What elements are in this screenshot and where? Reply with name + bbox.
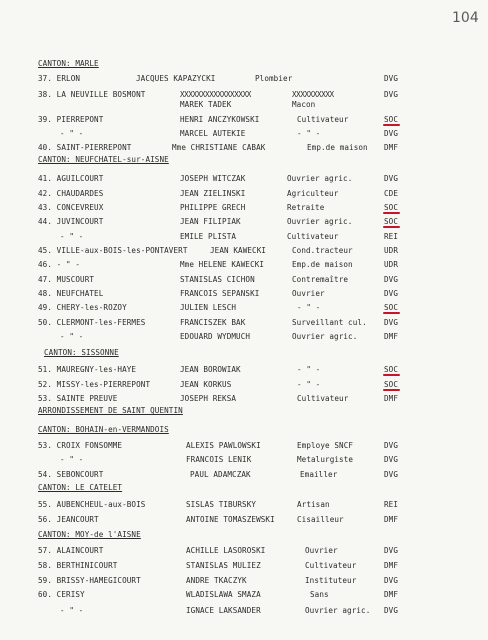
- table-cell: DVG: [384, 275, 399, 284]
- table-cell: 49. CHERY-les-ROZOY: [38, 303, 127, 312]
- section-heading: ARRONDISSEMENT DE SAINT QUENTIN: [38, 406, 183, 415]
- table-cell: Emp.de maison: [307, 143, 368, 152]
- table-cell: Sans: [310, 590, 329, 599]
- table-cell: Ouvrier: [292, 289, 325, 298]
- table-cell: 53. SAINTE PREUVE: [38, 394, 118, 403]
- table-cell: Ouvrier: [305, 546, 338, 555]
- table-cell: - " -: [60, 606, 84, 615]
- table-cell: ALEXIS PAWLOWSKI: [186, 441, 261, 450]
- section-heading: CANTON: BOHAIN-en-VERMANDOIS: [38, 425, 169, 434]
- section-heading: CANTON: MARLE: [38, 59, 99, 68]
- table-cell: DVG: [384, 455, 399, 464]
- table-cell: XXXXXXXXXXXXXXXXX: [180, 90, 251, 99]
- table-cell: EDOUARD WYDMUCH: [180, 332, 251, 341]
- table-cell: 39. PIERREPONT: [38, 115, 104, 124]
- table-cell: REI: [384, 500, 399, 509]
- table-cell: MARCEL AUTEKIE: [180, 129, 246, 138]
- table-cell: Cultivateur: [297, 394, 349, 403]
- table-cell: 58. BERTHINICOURT: [38, 561, 118, 570]
- table-cell: IGNACE LAKSANDER: [186, 606, 261, 615]
- section-heading: CANTON: LE CATELET: [38, 483, 123, 492]
- table-cell: DVG: [384, 289, 399, 298]
- table-cell: DMF: [384, 515, 399, 524]
- table-cell: 42. CHAUDARDES: [38, 189, 104, 198]
- table-cell: 40. SAINT-PIERREPONT: [38, 143, 132, 152]
- table-cell: SOC: [384, 365, 399, 374]
- table-cell: DMF: [384, 332, 399, 341]
- table-cell: SOC: [384, 380, 399, 389]
- table-cell: CDE: [384, 189, 399, 198]
- table-cell: 46. - " -: [38, 260, 81, 269]
- table-cell: Cisailleur: [297, 515, 344, 524]
- table-cell: JOSEPH REKSA: [180, 394, 237, 403]
- table-cell: WLADISLAWA SMAZA: [186, 590, 261, 599]
- table-cell: Cond.tracteur: [292, 246, 353, 255]
- table-cell: 53. CROIX FONSOMME: [38, 441, 123, 450]
- table-cell: Ouvrier agric.: [287, 217, 353, 226]
- table-cell: 48. NEUFCHATEL: [38, 289, 104, 298]
- table-cell: - " -: [297, 303, 321, 312]
- table-cell: Surveillant cul.: [292, 318, 367, 327]
- table-cell: PHILIPPE GRECH: [180, 203, 246, 212]
- table-cell: Ouvrier agric.: [305, 606, 371, 615]
- table-cell: 41. AGUILCOURT: [38, 174, 104, 183]
- table-cell: - " -: [297, 129, 321, 138]
- red-underline-mark: [383, 389, 400, 391]
- table-cell: JEAN BOROWIAK: [180, 365, 241, 374]
- red-underline-mark: [383, 312, 400, 314]
- table-cell: 38. LA NEUVILLE BOSMONT: [38, 90, 146, 99]
- table-cell: DVG: [384, 129, 399, 138]
- table-cell: JEAN ZIELINSKI: [180, 189, 246, 198]
- table-cell: Mme HELENE KAWECKI: [180, 260, 265, 269]
- table-cell: 55. AUBENCHEUL-aux-BOIS: [38, 500, 146, 509]
- table-cell: DVG: [384, 90, 399, 99]
- table-cell: - " -: [297, 380, 321, 389]
- table-cell: SOC: [384, 303, 399, 312]
- table-cell: Ouvrier agric.: [292, 332, 358, 341]
- table-cell: Artisan: [297, 500, 330, 509]
- table-cell: Employe SNCF: [297, 441, 354, 450]
- table-cell: JULIEN LESCH: [180, 303, 237, 312]
- page-number: 104: [452, 10, 479, 26]
- table-cell: HENRI ANCZYKOWSKI: [180, 115, 260, 124]
- table-cell: DMF: [384, 394, 399, 403]
- table-cell: DMF: [384, 590, 399, 599]
- table-cell: UDR: [384, 260, 399, 269]
- table-cell: Emp.de maison: [292, 260, 353, 269]
- table-cell: REI: [384, 232, 399, 241]
- table-cell: DVG: [384, 174, 399, 183]
- table-cell: JEAN KORKUS: [180, 380, 232, 389]
- table-cell: DVG: [384, 606, 399, 615]
- table-cell: FRANCOIS LENIK: [186, 455, 252, 464]
- table-cell: DMF: [384, 561, 399, 570]
- table-cell: 54. SEBONCOURT: [38, 470, 104, 479]
- table-cell: Cultivateur: [297, 115, 349, 124]
- table-cell: MAREK TADEK: [180, 100, 232, 109]
- table-cell: ANTOINE TOMASZEWSKI: [186, 515, 275, 524]
- table-cell: 50. CLERMONT-les-FERMES: [38, 318, 146, 327]
- table-cell: 60. CERISY: [38, 590, 85, 599]
- section-heading: CANTON: SISSONNE: [44, 348, 119, 357]
- table-cell: 37. ERLON: [38, 74, 81, 83]
- table-cell: - " -: [297, 365, 321, 374]
- table-cell: XXXXXXXXXX: [292, 90, 334, 99]
- red-underline-mark: [383, 374, 400, 376]
- table-cell: DVG: [384, 576, 399, 585]
- section-heading: CANTON: MOY-de l'AISNE: [38, 530, 141, 539]
- table-cell: Cultivateur: [287, 232, 339, 241]
- table-cell: 47. MUSCOURT: [38, 275, 95, 284]
- table-cell: DVG: [384, 318, 399, 327]
- section-heading: CANTON: NEUFCHATEL-sur-AISNE: [38, 155, 169, 164]
- table-cell: PAUL ADAMCZAK: [190, 470, 251, 479]
- table-cell: - " -: [60, 232, 84, 241]
- table-cell: Cultivateur: [305, 561, 357, 570]
- table-cell: 52. MISSY-les-PIERREPONT: [38, 380, 151, 389]
- table-cell: SOC: [384, 217, 399, 226]
- table-cell: 51. MAUREGNY-les-HAYE: [38, 365, 137, 374]
- table-cell: - " -: [60, 455, 84, 464]
- table-cell: EMILE PLISTA: [180, 232, 237, 241]
- red-underline-mark: [383, 212, 400, 214]
- table-cell: 56. JEANCOURT: [38, 515, 99, 524]
- table-cell: ANDRE TKACZYK: [186, 576, 247, 585]
- table-cell: DVG: [384, 74, 399, 83]
- table-cell: DVG: [384, 470, 399, 479]
- table-cell: FRANCISZEK BAK: [180, 318, 246, 327]
- table-cell: 57. ALAINCOURT: [38, 546, 104, 555]
- table-cell: Plombier: [255, 74, 293, 83]
- table-cell: 44. JUVINCOURT: [38, 217, 104, 226]
- table-cell: Macon: [292, 100, 316, 109]
- table-cell: - " -: [60, 129, 84, 138]
- red-underline-mark: [383, 124, 400, 126]
- table-cell: DMF: [384, 143, 399, 152]
- table-cell: SISLAS TIBURSKY: [186, 500, 257, 509]
- table-cell: Emailler: [300, 470, 338, 479]
- table-cell: UDR: [384, 246, 399, 255]
- table-cell: DVG: [384, 546, 399, 555]
- table-cell: 59. BRISSY-HAMEGICOURT: [38, 576, 141, 585]
- table-cell: STANISLAS MULIEZ: [186, 561, 261, 570]
- table-cell: ACHILLE LASOROSKI: [186, 546, 266, 555]
- table-cell: - " -: [60, 332, 84, 341]
- red-underline-mark: [383, 226, 400, 228]
- table-cell: SOC: [384, 203, 399, 212]
- table-cell: JACQUES KAPAZYCKI: [136, 74, 216, 83]
- table-cell: JOSEPH WITCZAK: [180, 174, 246, 183]
- table-cell: 43. CONCEVREUX: [38, 203, 104, 212]
- table-cell: Instituteur: [305, 576, 357, 585]
- table-cell: SOC: [384, 115, 399, 124]
- table-cell: JEAN FILIPIAK: [180, 217, 241, 226]
- table-cell: Metalurgiste: [297, 455, 354, 464]
- table-cell: Retraite: [287, 203, 325, 212]
- table-cell: Agriculteur: [287, 189, 339, 198]
- table-cell: Mme CHRISTIANE CABAK: [172, 143, 266, 152]
- table-cell: Contremaître: [292, 275, 349, 284]
- table-cell: 45. VILLE-aux-BOIS-les-PONTAVERT: [38, 246, 188, 255]
- table-cell: Ouvrier agric.: [287, 174, 353, 183]
- table-cell: JEAN KAWECKI: [210, 246, 267, 255]
- table-cell: FRANCOIS SEPANSKI: [180, 289, 260, 298]
- table-cell: DVG: [384, 441, 399, 450]
- table-cell: STANISLAS CICHON: [180, 275, 255, 284]
